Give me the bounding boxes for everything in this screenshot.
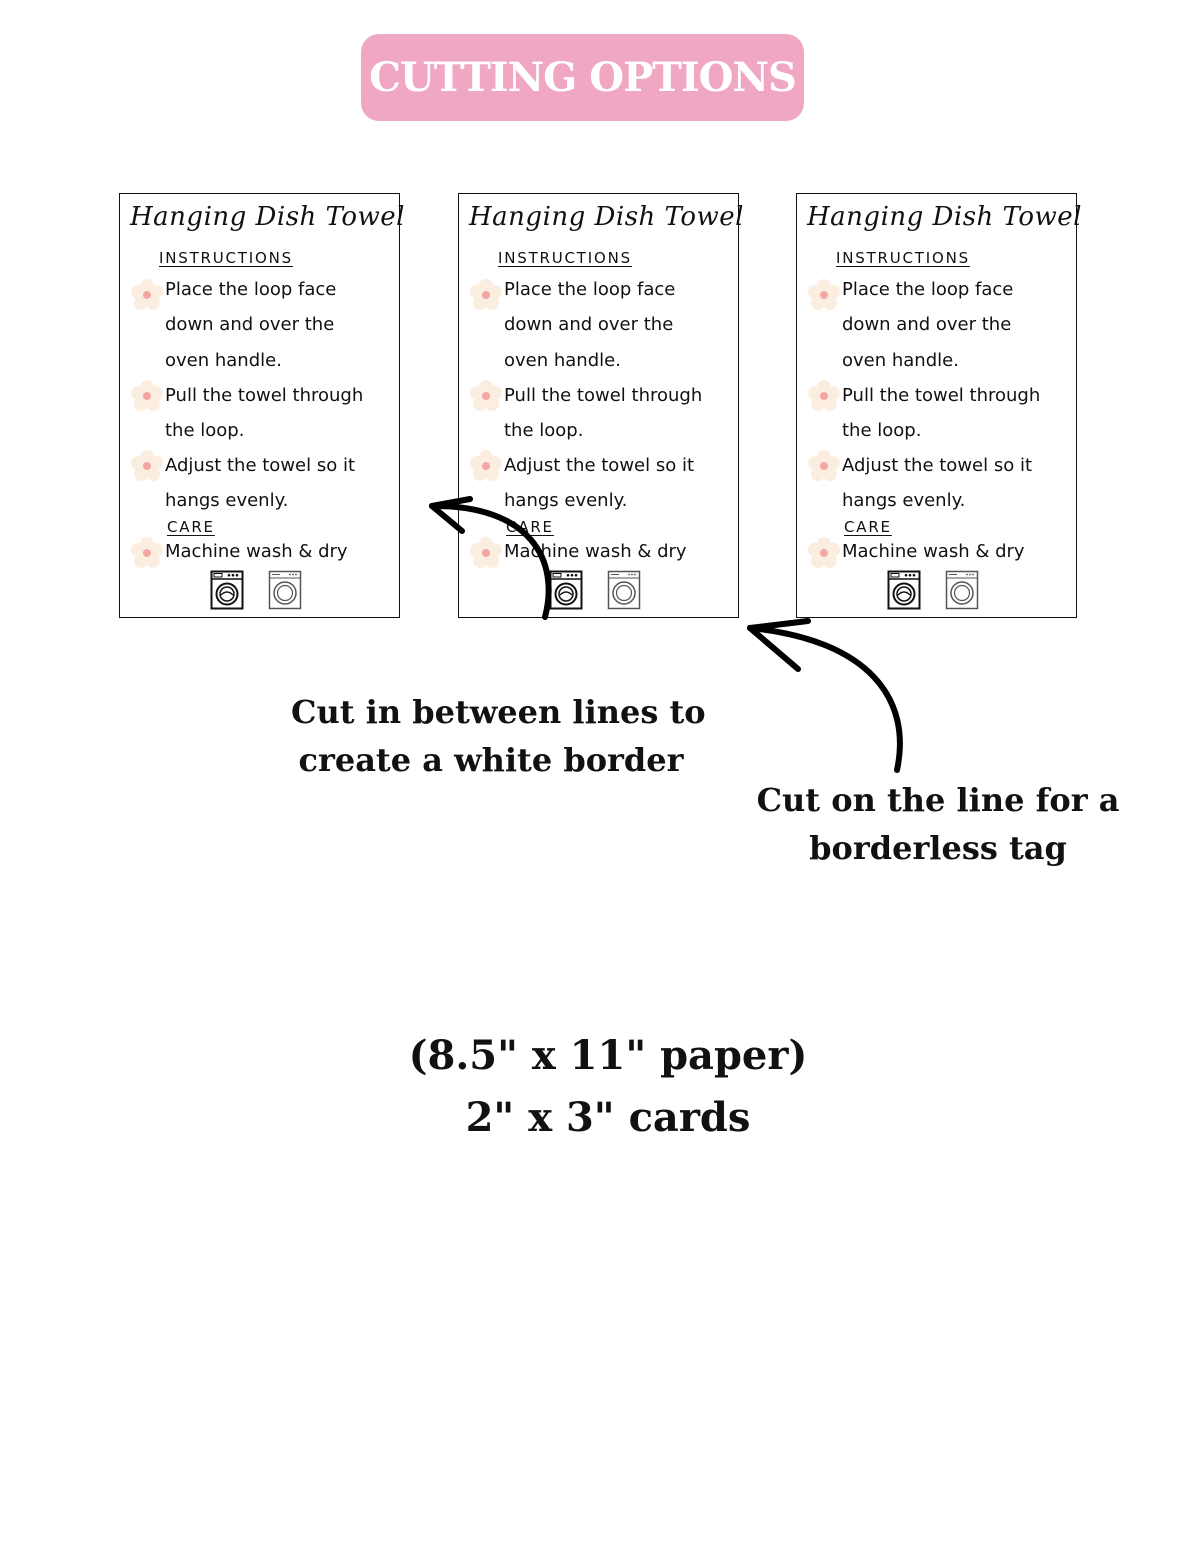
washing-machine-icon <box>210 570 244 610</box>
flower-bullet-icon <box>469 536 503 570</box>
flower-bullet-icon <box>807 536 841 570</box>
instruction-step <box>842 272 1072 378</box>
step-line: Pull the towel through <box>165 385 364 406</box>
step-line: oven handle. <box>842 349 959 371</box>
dryer-icon <box>607 570 641 610</box>
instructions-heading: INSTRUCTIONS <box>159 249 293 267</box>
flower-bullet-icon <box>130 536 164 570</box>
white-border-caption <box>291 688 706 784</box>
borderless-caption <box>748 776 1128 872</box>
care-heading: CARE <box>167 518 215 536</box>
title-badge <box>361 34 804 121</box>
flower-bullet-icon <box>807 379 841 413</box>
step-line: the loop. <box>165 420 245 442</box>
page-title: CUTTING OPTIONS <box>369 54 796 101</box>
step-line: Place the loop face <box>842 279 1014 300</box>
care-heading: CARE <box>506 518 554 536</box>
step-line: hangs evenly. <box>842 490 966 512</box>
flower-bullet-icon <box>130 278 164 312</box>
card-title: Hanging Dish Towel <box>130 202 405 232</box>
step-line: oven handle. <box>504 349 621 371</box>
flower-bullet-icon <box>130 379 164 413</box>
step-line: down and over the <box>165 314 335 336</box>
care-heading: CARE <box>844 518 892 536</box>
washing-machine-icon <box>887 570 921 610</box>
card-title: Hanging Dish Towel <box>469 202 744 232</box>
step-line: Place the loop face <box>165 279 337 300</box>
instruction-step <box>842 378 1072 449</box>
step-line: Adjust the towel so it <box>504 455 695 476</box>
flower-bullet-icon <box>130 449 164 483</box>
step-line: down and over the <box>842 314 1012 336</box>
paper-size-line: (8.5" x 11" paper) <box>408 1032 808 1079</box>
step-line: Pull the towel through <box>842 385 1041 406</box>
paper-size-caption <box>358 1025 858 1149</box>
flower-bullet-icon <box>469 379 503 413</box>
instructions-heading: INSTRUCTIONS <box>498 249 632 267</box>
care-text: Machine wash & dry <box>842 541 1025 562</box>
care-text: Machine wash & dry <box>504 541 687 562</box>
washing-machine-icon <box>549 570 583 610</box>
step-line: oven handle. <box>165 349 282 371</box>
borderless-line-1: Cut on the line for a <box>756 781 1120 819</box>
step-line: Pull the towel through <box>504 385 703 406</box>
step-line: hangs evenly. <box>504 490 628 512</box>
flower-bullet-icon <box>469 278 503 312</box>
step-line: the loop. <box>842 420 922 442</box>
card-size-line: 2" x 3" cards <box>465 1094 751 1141</box>
step-line: the loop. <box>504 420 584 442</box>
instruction-step <box>165 448 395 519</box>
instruction-card <box>458 193 744 618</box>
step-line: hangs evenly. <box>165 490 289 512</box>
instruction-step <box>842 448 1072 519</box>
step-line: down and over the <box>504 314 674 336</box>
flower-bullet-icon <box>469 449 503 483</box>
dryer-icon <box>268 570 302 610</box>
instruction-step <box>165 272 395 378</box>
instruction-card <box>796 193 1082 618</box>
borderless-line-2: borderless tag <box>809 829 1067 867</box>
arrow-to-card-edge <box>750 621 900 770</box>
white-border-line-2: create a white border <box>298 741 684 779</box>
step-line: Adjust the towel so it <box>165 455 356 476</box>
step-line: Adjust the towel so it <box>842 455 1033 476</box>
instruction-step <box>504 448 734 519</box>
step-line: Place the loop face <box>504 279 676 300</box>
instruction-step <box>504 272 734 378</box>
instruction-step <box>165 378 395 449</box>
flower-bullet-icon <box>807 449 841 483</box>
instruction-step <box>504 378 734 449</box>
flower-bullet-icon <box>807 278 841 312</box>
dryer-icon <box>945 570 979 610</box>
white-border-line-1: Cut in between lines to <box>291 693 706 731</box>
instructions-heading: INSTRUCTIONS <box>836 249 970 267</box>
instruction-card <box>119 193 405 618</box>
card-title: Hanging Dish Towel <box>807 202 1082 232</box>
care-text: Machine wash & dry <box>165 541 348 562</box>
